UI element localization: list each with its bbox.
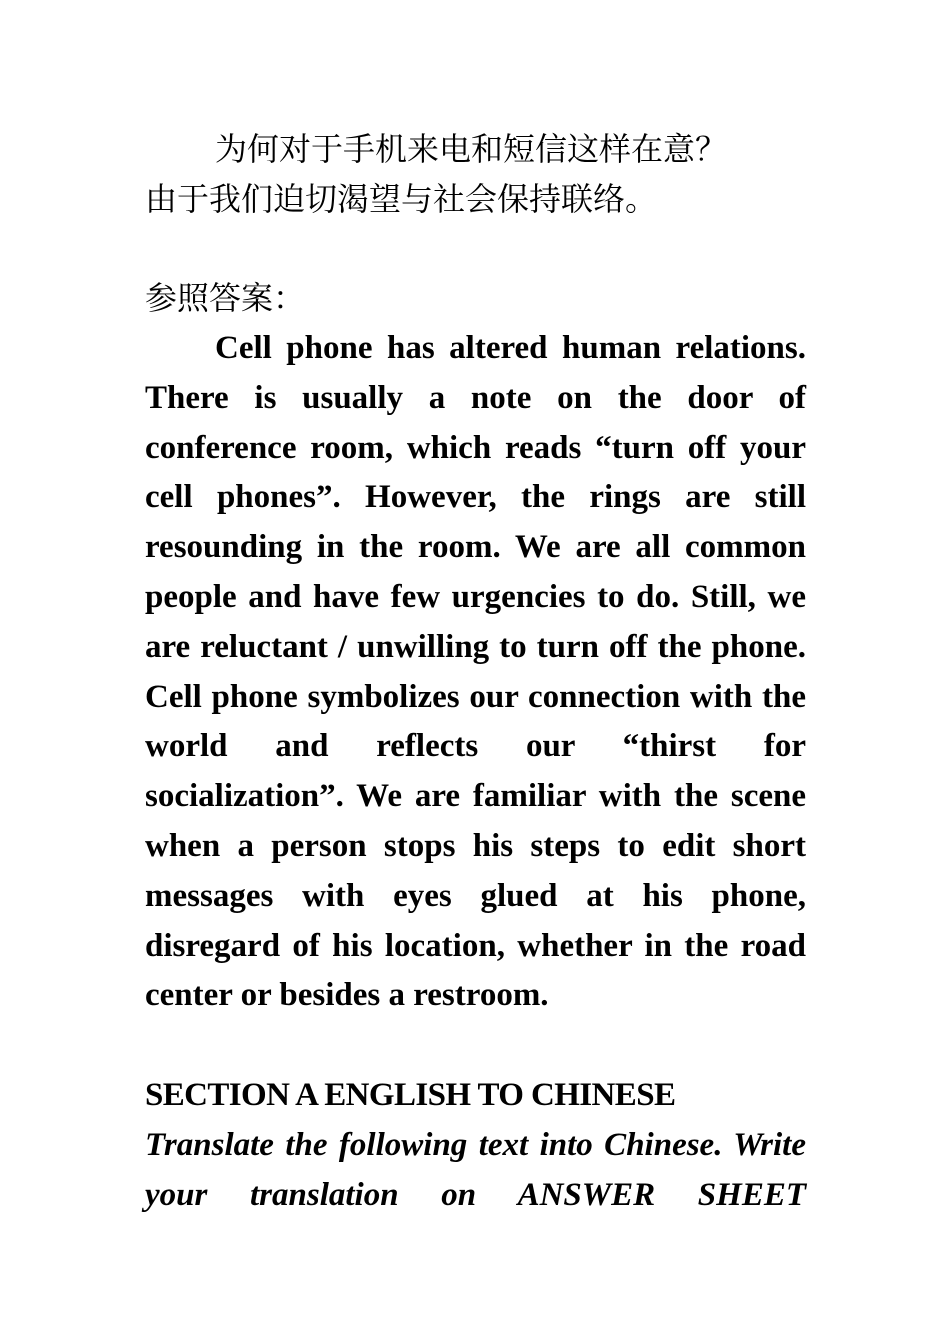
english-answer-paragraph: Cell phone has altered human relations. There is usually a note on the door of conference room, which reads “turn off your cell phones”. However, the rings are still resounding in the room. We are all common people and have few urgencies to do. Still, we are reluctant / unwilling to turn off the phone. Cell phone symbolizes our connection with the world and reflects our “thirst for socialization”. We are familiar with the scene when a person stops his steps to edit short messages with eyes glued at his phone, disregard of his location, whether in the road center or besides a restroom. — [145, 330, 806, 1014]
chinese-line-2: 由于我们迫切渴望与社会保持联络。 — [145, 179, 658, 218]
chinese-line-1: 为何对于手机来电和短信这样在意？ — [215, 130, 728, 168]
reference-answer-label: 参照答案： — [145, 279, 306, 317]
section-heading: SECTION A ENGLISH TO CHINESE — [145, 1077, 676, 1113]
translation-instruction: Translate the following text into Chinese. Write your translation on ANSWER SHEET — [145, 1127, 806, 1213]
chinese-paragraph — [145, 125, 806, 225]
